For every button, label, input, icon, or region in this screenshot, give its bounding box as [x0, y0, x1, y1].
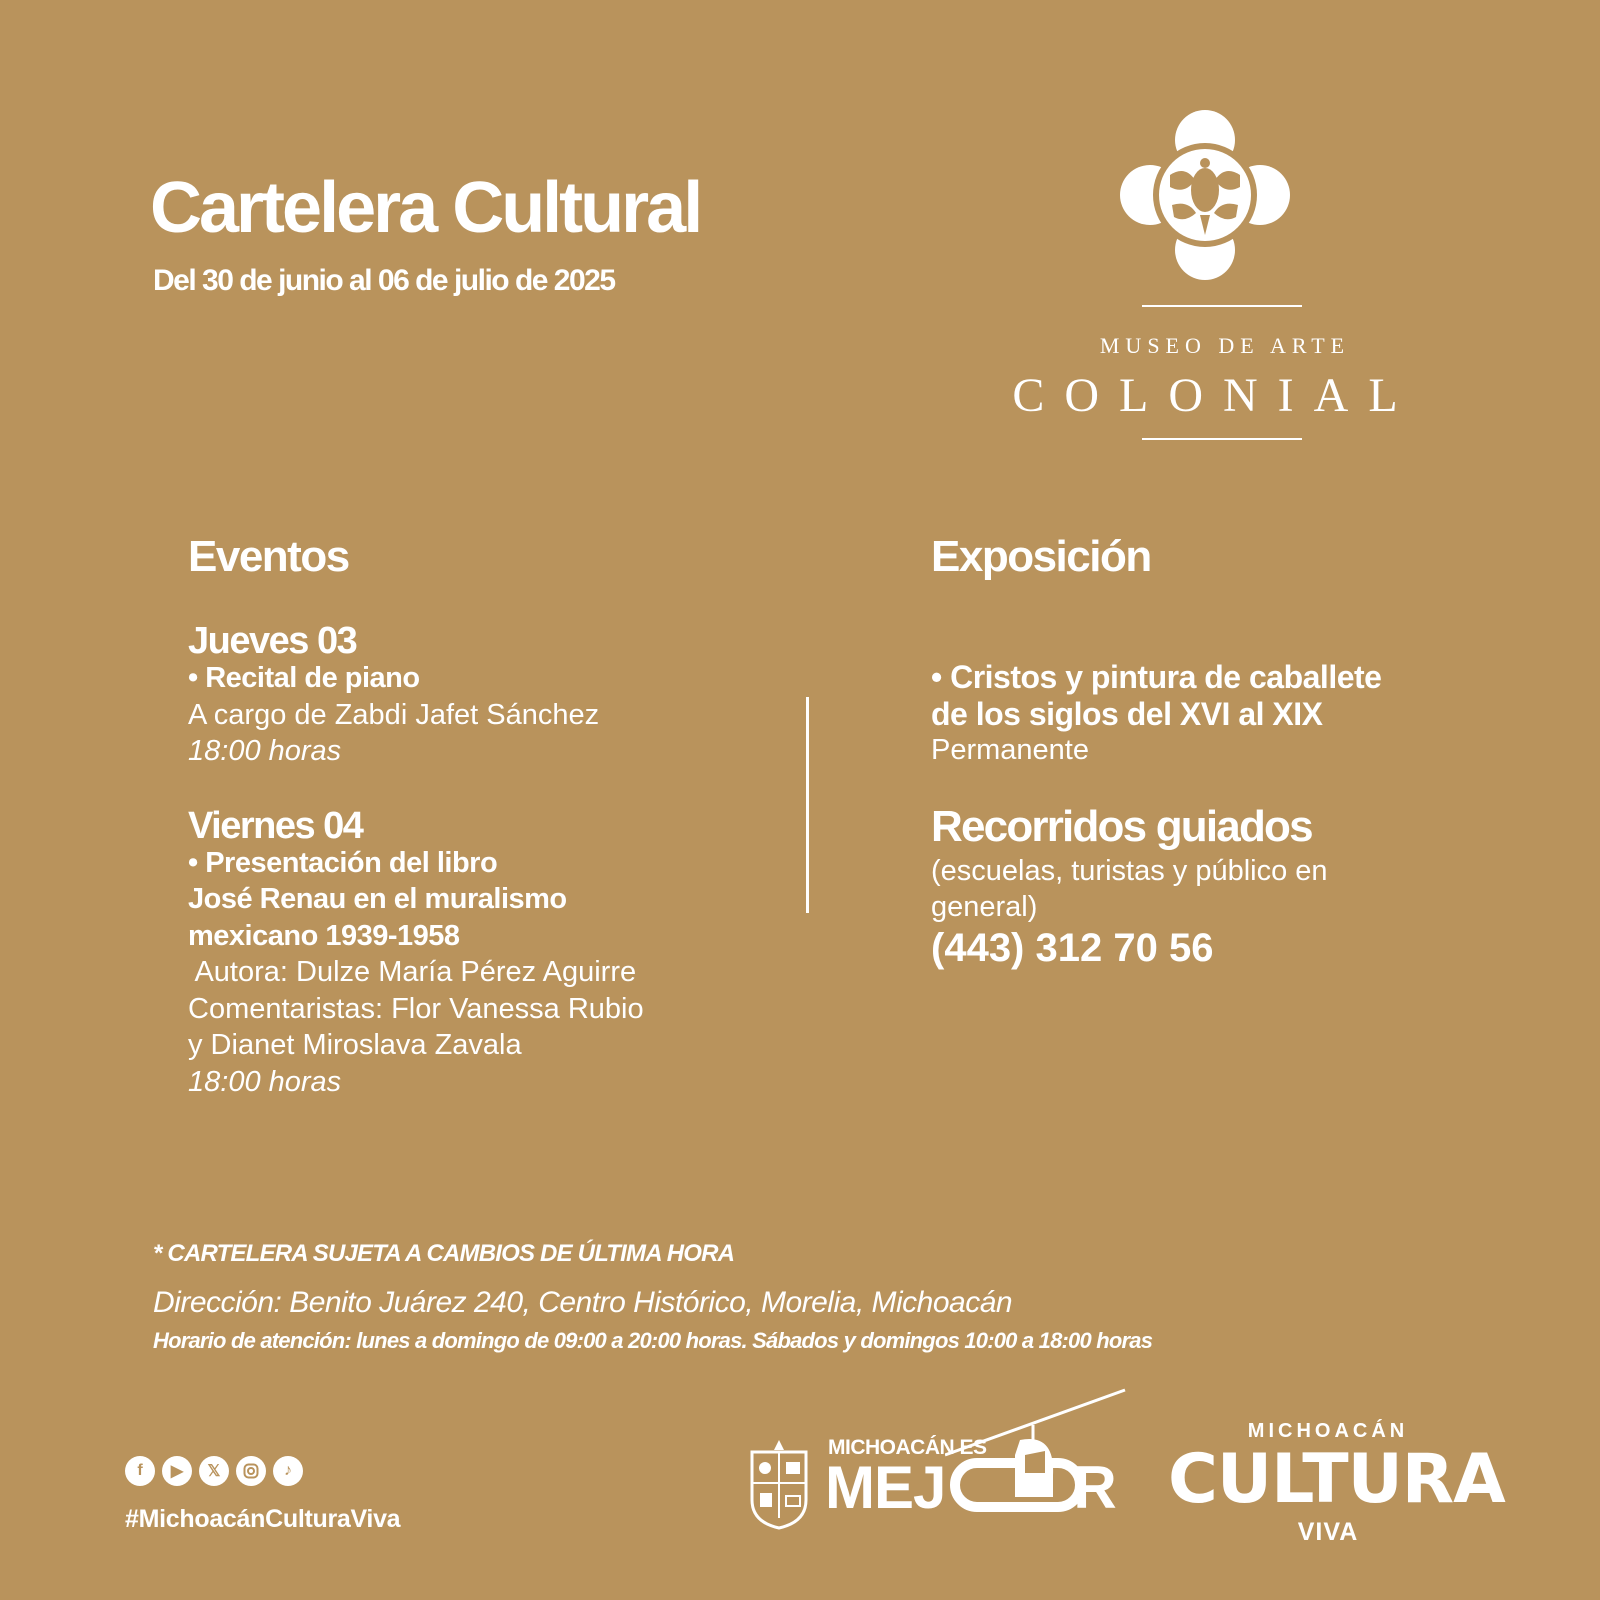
- address: Dirección: Benito Juárez 240, Centro Histórico, Morelia, Michoacán: [153, 1286, 1013, 1319]
- event-time: 18:00 horas: [188, 1065, 342, 1098]
- event-detail: Comentaristas: Flor Vanessa Rubio: [188, 992, 644, 1025]
- event-day: Viernes 04: [188, 804, 363, 847]
- culture-logo-bottom: VIVA: [1297, 1518, 1359, 1546]
- event-item: [188, 620, 748, 770]
- event-detail: Autora: Dulze María Pérez Aguirre: [188, 956, 637, 988]
- logo-rule-top: [1142, 305, 1302, 307]
- phone-number[interactable]: (443) 312 70 56: [931, 925, 1214, 970]
- recorridos-description: general): [931, 891, 1038, 923]
- event-time: 18:00 horas: [188, 735, 342, 767]
- instagram-icon[interactable]: [236, 1456, 266, 1486]
- facebook-icon[interactable]: f: [125, 1456, 155, 1486]
- book-title-line: José Renau en el muralismo: [188, 883, 567, 915]
- exposicion-column: [931, 532, 1451, 970]
- event-name: • Presentación del libro: [188, 846, 498, 879]
- exhibition-title-line: de los siglos del XVI al XIX: [931, 695, 1323, 732]
- hashtag[interactable]: #MichoacánCulturaViva: [125, 1505, 401, 1533]
- event-item: [188, 804, 748, 1101]
- opening-hours: Horario de atención: lunes a domingo de 09:00 a 20:00 horas. Sábados y domingos 10:00 a 18:00 horas: [153, 1328, 1153, 1353]
- gov-logo-line1: MICHOACÁN ES: [828, 1436, 987, 1459]
- social-icons: [125, 1456, 303, 1486]
- eventos-column: [188, 532, 748, 1100]
- logo-rule-bottom: [1142, 438, 1302, 440]
- recorridos-description: (escuelas, turistas y público en: [931, 854, 1328, 887]
- event-detail: A cargo de Zabdi Jafet Sánchez: [188, 698, 600, 731]
- culture-logo-top: MICHOACÁN: [1247, 1420, 1409, 1442]
- state-crest-icon: [748, 1438, 810, 1530]
- museum-emblem-icon: [1100, 105, 1310, 285]
- youtube-icon[interactable]: ▶: [162, 1456, 192, 1486]
- schedule-notice: * CARTELERA SUJETA A CAMBIOS DE ÚLTIMA HORA: [153, 1240, 735, 1267]
- culture-logo-main: CULTURA: [1168, 1440, 1505, 1519]
- column-divider: [806, 697, 809, 913]
- tiktok-icon[interactable]: ♪: [273, 1456, 303, 1486]
- gov-logo-word-end: R: [1073, 1454, 1116, 1521]
- exposicion-heading: Exposición: [931, 532, 1151, 581]
- cable-car-icon: [945, 1385, 1130, 1525]
- date-range: Del 30 de junio al 06 de julio de 2025: [153, 264, 615, 297]
- eventos-heading: Eventos: [188, 532, 349, 581]
- museum-name-line1: MUSEO DE ARTE: [1099, 333, 1351, 358]
- x-icon[interactable]: 𝕏: [199, 1456, 229, 1486]
- event-name: • Recital de piano: [188, 662, 420, 694]
- exhibition-title-line: • Cristos y pintura de caballete: [931, 659, 1382, 695]
- event-day: Jueves 03: [188, 620, 357, 662]
- page-title: Cartelera Cultural: [150, 168, 701, 248]
- exhibition-status: Permanente: [931, 734, 1089, 766]
- book-title-line: mexicano 1939-1958: [188, 919, 460, 952]
- recorridos-heading: Recorridos guiados: [931, 801, 1312, 851]
- event-detail: y Dianet Miroslava Zavala: [188, 1029, 522, 1061]
- gov-logo-word-start: MEJ: [825, 1454, 946, 1521]
- museum-name-line2: COLONIAL: [1012, 369, 1418, 422]
